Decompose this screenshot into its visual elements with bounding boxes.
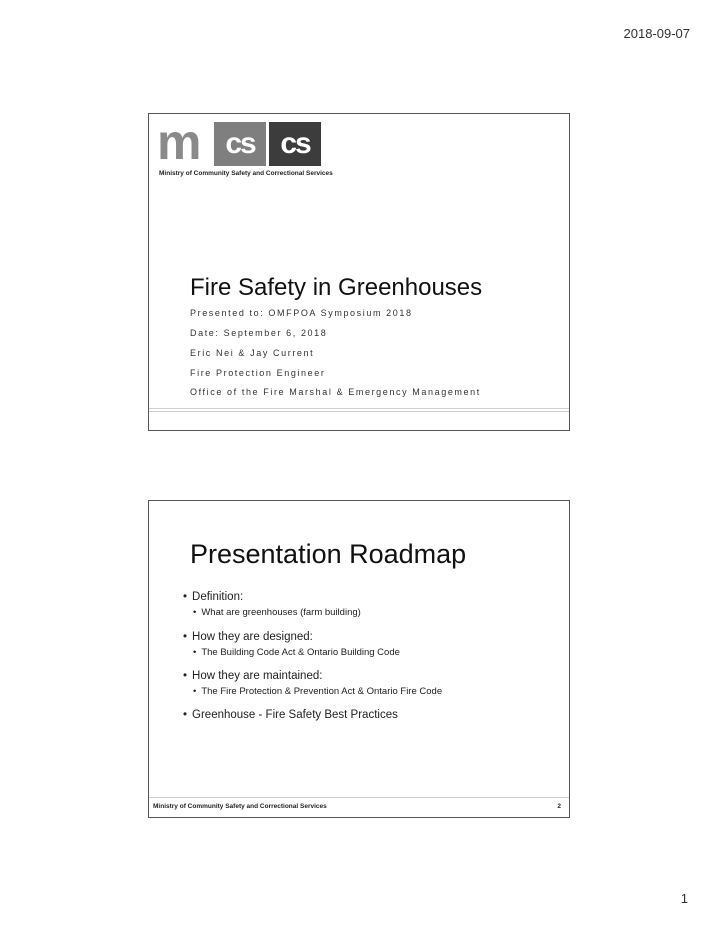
slide-1-divider (149, 408, 569, 409)
slide-1 (148, 113, 570, 431)
slide-2-footer-divider (149, 797, 569, 798)
logo-cs-box-dark: cs (269, 122, 321, 166)
logo-caption: Ministry of Community Safety and Correctional Services (159, 170, 333, 177)
sub-bullet-designed: • The Building Code Act & Ontario Building Code (193, 647, 400, 658)
date-line: Date: September 6, 2018 (190, 328, 328, 338)
page-date: 2018-09-07 (623, 26, 690, 41)
slide-1-divider-2 (149, 411, 569, 412)
bullet-maintained: • How they are maintained: (183, 670, 322, 682)
bullet-designed: • How they are designed: (183, 631, 313, 643)
role-line: Fire Protection Engineer (190, 368, 326, 378)
bullet-best-practices: • Greenhouse - Fire Safety Best Practices (183, 709, 398, 721)
sub-bullet-maintained: • The Fire Protection & Prevention Act & Ontario Fire Code (193, 686, 442, 697)
mcscs-logo (157, 122, 333, 184)
office-line: Office of the Fire Marshal & Emergency Management (190, 387, 481, 397)
slide-2-footer-text: Ministry of Community Safety and Correctional Services (153, 803, 327, 810)
sub-bullet-definition: • What are greenhouses (farm building) (193, 607, 361, 618)
page-number: 1 (680, 891, 688, 906)
logo-m-letter: m (157, 122, 199, 166)
presenters-line: Eric Nei & Jay Current (190, 348, 315, 358)
logo-cs-box-light: cs (214, 122, 266, 166)
slide-1-title: Fire Safety in Greenhouses (190, 274, 483, 301)
slide-2-title: Presentation Roadmap (190, 539, 467, 569)
presented-to-line: Presented to: OMFPOA Symposium 2018 (190, 308, 413, 318)
slide-2-number: 2 (557, 803, 561, 810)
bullet-definition: • Definition: (183, 591, 243, 603)
slide-2 (148, 500, 570, 818)
